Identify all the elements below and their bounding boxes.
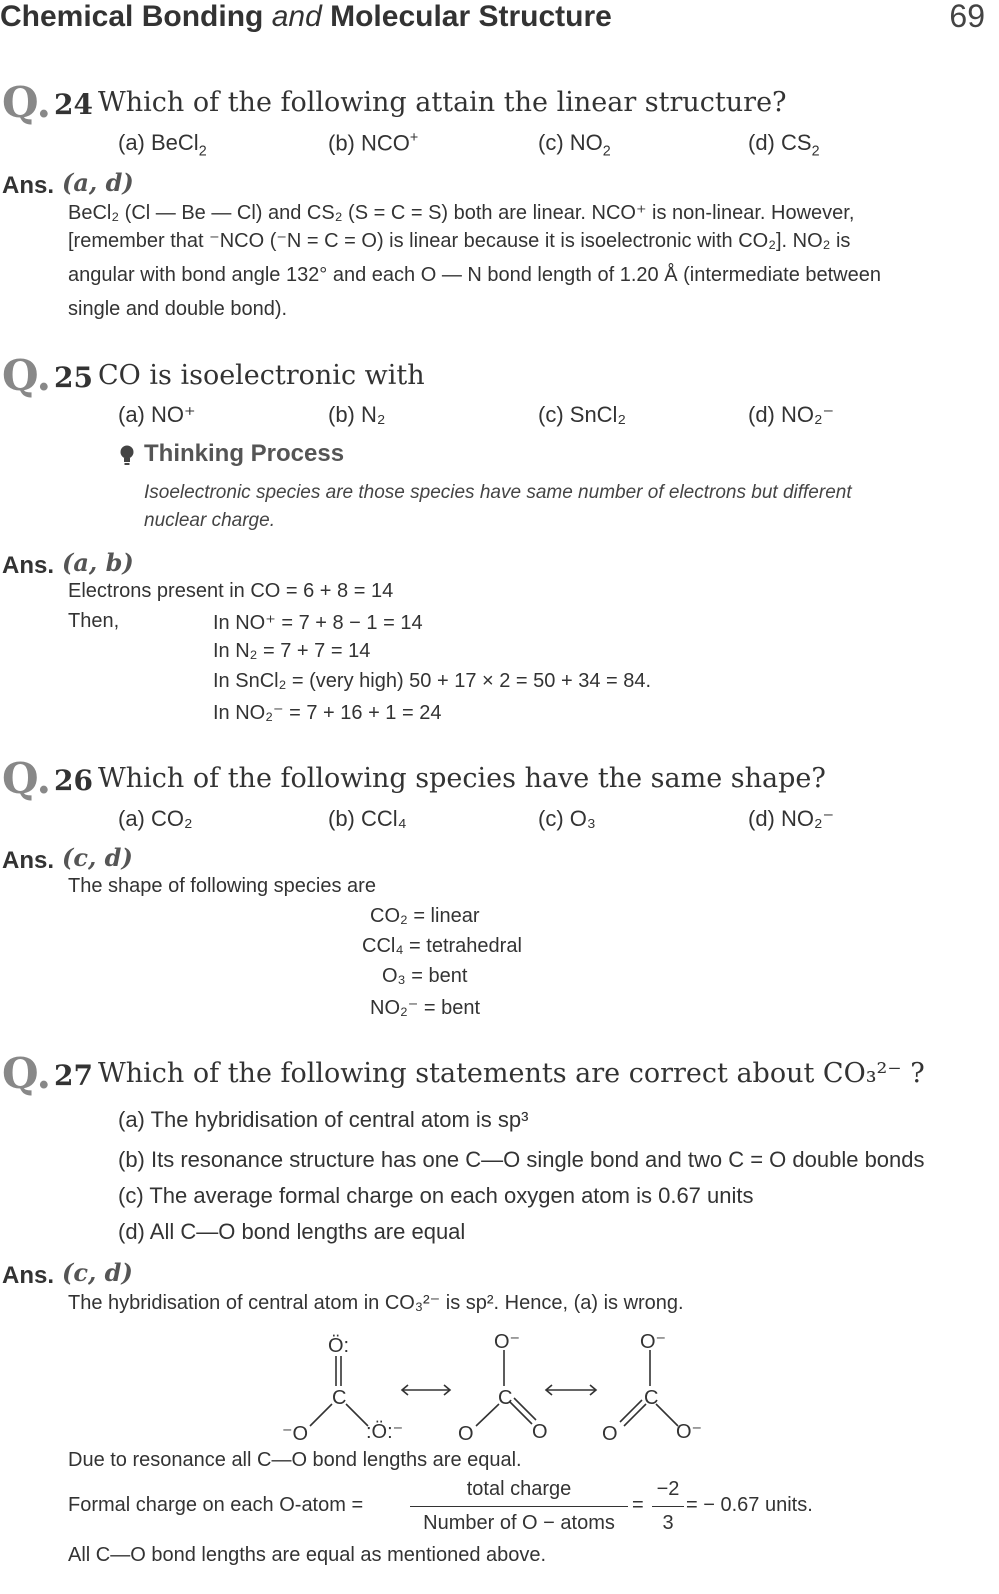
answer-label: Ans. [2, 1262, 55, 1289]
question-number: 24 [54, 88, 93, 121]
formula-label: Formal charge on each O-atom = [68, 1494, 364, 1516]
equals-sign: = [632, 1494, 644, 1516]
question-text: Which of the following attain the linear structure? [98, 87, 787, 118]
resonance-diagram [270, 1328, 720, 1448]
option-d: (d) $CS_2$ [748, 130, 820, 160]
working-line: Electrons present in CO = 6 + 8 = 14 [68, 580, 394, 602]
option-d: (d) NO₂⁻ [748, 402, 835, 427]
chapter-title: Chemical Bonding and Molecular Structure [0, 0, 612, 33]
fraction-bar [410, 1506, 628, 1507]
atom-label: O [458, 1423, 474, 1445]
option-b: (b) Its resonance structure has one C—O single bond and two C = O double bonds [118, 1147, 925, 1172]
q-marker: Q. [2, 351, 52, 400]
working-line: In N₂ = 7 + 7 = 14 [213, 640, 371, 662]
question-number: 27 [54, 1059, 93, 1092]
shape-line: CCl₄ = tetrahedral [362, 935, 522, 957]
question-number: 25 [54, 361, 93, 394]
working-line: Due to resonance all C—O bond lengths are equal. [68, 1449, 522, 1471]
atom-label: O⁻ [676, 1421, 703, 1443]
working-line: In NO⁺ = 7 + 8 − 1 = 14 [213, 612, 423, 634]
option-c: (c) The average formal charge on each oxygen atom is 0.67 units [118, 1183, 754, 1208]
thinking-process-text: Isoelectronic species are those species have same number of electrons but different [144, 482, 852, 503]
option-c: (c) SnCl₂ [538, 402, 626, 427]
fraction-bar [652, 1506, 684, 1507]
answer-value: (c, d) [62, 1258, 133, 1287]
page-number: 69 [949, 0, 985, 34]
question-text: Which of the following species have the same shape? [98, 763, 826, 794]
option-a: (a) CO₂ [118, 806, 193, 831]
fraction-denominator: Number of O − atoms [423, 1512, 615, 1534]
option-a: (a) The hybridisation of central atom is sp³ [118, 1107, 529, 1132]
answer-label: Ans. [2, 172, 55, 199]
atom-label: O [602, 1423, 618, 1445]
answer-value: (a, b) [62, 548, 134, 577]
option-c: (c) $NO_2$ [538, 130, 611, 160]
atom-label: Ö: [328, 1335, 350, 1357]
explanation-line: BeCl₂ (Cl — Be — Cl) and CS₂ (S = C = S) both are linear. NCO⁺ is non-linear. However, [68, 202, 855, 224]
atom-label: :Ö:⁻ [366, 1421, 404, 1443]
shape-line: O₃ = bent [382, 965, 468, 987]
working-line: In SnCl₂ = (very high) 50 + 17 × 2 = 50 + 34 = 84. [213, 670, 652, 692]
explanation-line: single and double bond). [68, 298, 288, 320]
explanation-line: angular with bond angle 132° and each O — N bond length of 1.20 Å (intermediate between [68, 264, 881, 286]
atom-label: C [332, 1387, 347, 1409]
q-marker: Q. [2, 754, 52, 803]
atom-label: ⁻O [282, 1423, 309, 1445]
shape-line: CO₂ = linear [370, 905, 480, 927]
option-b: (b) CCl₄ [328, 806, 407, 831]
working-line: The shape of following species are [68, 875, 376, 897]
explanation-line: [remember that ⁻NCO (⁻N = C = O) is linear because it is isoelectronic with CO₂]. NO₂ is [68, 230, 851, 252]
q-marker: Q. [2, 78, 52, 127]
option-b: (b) NCO+ [328, 130, 419, 156]
working-line: Then, [68, 610, 120, 632]
question-text: CO is isoelectronic with [98, 360, 425, 391]
answer-label: Ans. [2, 552, 55, 579]
option-b: (b) N₂ [328, 402, 386, 427]
atom-label: O⁻ [640, 1331, 667, 1353]
working-line: All C—O bond lengths are equal as mentioned above. [68, 1544, 547, 1566]
bulb-icon [118, 444, 136, 468]
thinking-process-text: nuclear charge. [144, 510, 275, 531]
question-number: 26 [54, 764, 93, 797]
q-marker: Q. [2, 1049, 52, 1098]
working-line: The hybridisation of central atom in CO₃²⁻ is sp². Hence, (a) is wrong. [68, 1292, 684, 1314]
atom-label: O [532, 1421, 548, 1443]
answer-value: (c, d) [62, 843, 133, 872]
option-a: (a) BeCl$_2$ [118, 130, 207, 160]
working-line: In NO₂⁻ = 7 + 16 + 1 = 24 [213, 702, 442, 724]
fraction-numerator: total charge [466, 1478, 572, 1500]
atom-label: C [498, 1387, 513, 1409]
answer-label: Ans. [2, 847, 55, 874]
shape-line: NO₂⁻ = bent [370, 997, 481, 1019]
atom-label: C [644, 1387, 659, 1409]
option-c: (c) O₃ [538, 806, 596, 831]
fraction-numerator: −2 [656, 1478, 680, 1500]
option-a: (a) NO⁺ [118, 402, 196, 427]
answer-value: (a, d) [62, 168, 134, 197]
thinking-process-title: Thinking Process [144, 440, 345, 467]
fraction-denominator: 3 [662, 1512, 674, 1534]
formula-result: = − 0.67 units. [686, 1494, 813, 1516]
option-d: (d) NO₂⁻ [748, 806, 835, 831]
option-d: (d) All C—O bond lengths are equal [118, 1219, 466, 1244]
question-text: Which of the following statements are correct about CO₃²⁻ ? [98, 1058, 925, 1089]
atom-label: O⁻ [494, 1331, 521, 1353]
